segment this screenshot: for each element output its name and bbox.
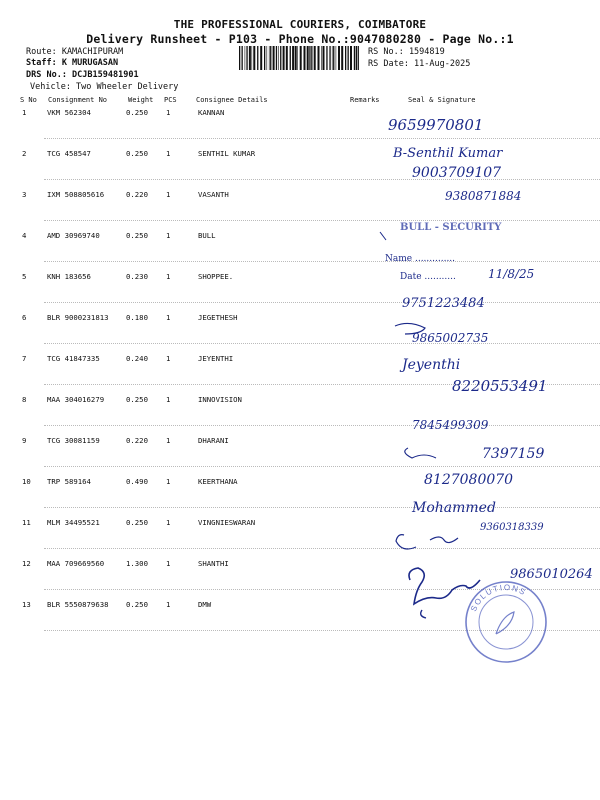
signature-2: B-Senthil Kumar <box>393 146 503 161</box>
barcode <box>238 46 360 70</box>
barcode-bar <box>253 46 255 70</box>
row-consignee: SENTHIL KUMAR <box>198 149 256 158</box>
column-pcs: PCS <box>164 96 177 104</box>
row-weight: 0.240 <box>126 354 148 363</box>
row-pcs: 1 <box>166 190 171 199</box>
row-weight: 0.250 <box>126 600 148 609</box>
barcode-bar <box>252 46 253 70</box>
barcode-bar <box>358 46 359 70</box>
signature-7: Jeyenthi <box>402 357 461 373</box>
row-consignee: KANNAN <box>198 108 225 117</box>
barcode-bar <box>267 46 268 70</box>
row-pcs: 1 <box>166 559 171 568</box>
row-pcs: 1 <box>166 313 171 322</box>
row-weight: 1.300 <box>126 559 148 568</box>
row-consignment-no: BLR 9000231813 <box>47 313 109 322</box>
row-sno: 5 <box>22 272 27 281</box>
stamp-text: SOLUTIONS <box>469 582 528 613</box>
signature-11: Mohammed <box>412 500 496 516</box>
row-divider <box>44 220 600 221</box>
row-sno: 3 <box>22 190 27 199</box>
barcode-bar <box>332 46 333 70</box>
row-pcs: 1 <box>166 436 171 445</box>
barcode-bar <box>292 46 294 70</box>
row-divider <box>44 138 600 139</box>
row-consignment-no: MLM 34495521 <box>47 518 100 527</box>
row-consignee: SHANTHI <box>198 559 229 568</box>
barcode-bar <box>304 46 306 70</box>
row-weight: 0.220 <box>126 190 148 199</box>
barcode-bar <box>314 46 316 70</box>
row-consignee: DHARANI <box>198 436 229 445</box>
row-pcs: 1 <box>166 600 171 609</box>
signature-10: 8127080070 <box>424 472 514 488</box>
column-remarks: Remarks <box>350 96 380 104</box>
row-sno: 7 <box>22 354 27 363</box>
bull-security-stamp: BULL - SECURITY <box>400 222 502 233</box>
route-label: Route: KAMACHIPURAM <box>26 47 124 57</box>
vehicle-label: Vehicle: Two Wheeler Delivery <box>30 82 179 92</box>
signature-9: 7397159 <box>482 446 545 462</box>
row-consignee: DMW <box>198 600 212 609</box>
row-weight: 0.250 <box>126 395 148 404</box>
barcode-bar <box>295 46 297 70</box>
row-sno: 1 <box>22 108 27 117</box>
row-consignment-no: VKM 562304 <box>47 108 91 117</box>
signature-1: 9659970801 <box>388 116 484 134</box>
barcode-bar <box>350 46 352 70</box>
row-pcs: 1 <box>166 149 171 158</box>
barcode-bar <box>276 46 277 70</box>
row-sno: 6 <box>22 313 27 322</box>
stamp-name-field: Name .............. <box>385 254 456 264</box>
row-weight: 0.220 <box>126 436 148 445</box>
rs-no-label: RS No.: 1594819 <box>368 47 445 57</box>
barcode-bar <box>242 46 243 70</box>
barcode-bar <box>329 46 330 70</box>
row-divider <box>44 179 600 180</box>
company-seal-stamp <box>462 578 550 666</box>
row-weight: 0.250 <box>126 149 148 158</box>
column-sno: S No <box>20 96 37 104</box>
row-consignment-no: KNH 183656 <box>47 272 91 281</box>
row-sno: 11 <box>22 518 31 527</box>
barcode-bar <box>336 46 337 70</box>
row-sno: 10 <box>22 477 31 486</box>
barcode-bar <box>356 46 357 70</box>
row-divider <box>44 425 600 426</box>
row-sno: 2 <box>22 149 27 158</box>
row-consignment-no: AMD 30969740 <box>47 231 100 240</box>
signature-7b: 8220553491 <box>452 377 548 395</box>
column-seal-signature: Seal & Signature <box>408 96 476 104</box>
row-consignee: JEYENTHI <box>198 354 234 363</box>
signature-6b: 9865002735 <box>412 331 489 345</box>
barcode-bar <box>257 46 258 70</box>
barcode-bar <box>309 46 310 70</box>
row-divider <box>44 261 600 262</box>
row-weight: 0.250 <box>126 108 148 117</box>
signature-11b: 9360318339 <box>480 522 544 533</box>
signature-3: 9003709107 <box>412 165 502 181</box>
row-sno: 8 <box>22 395 27 404</box>
row-consignee: JEGETHESH <box>198 313 238 322</box>
row-consignee: VASANTH <box>198 190 229 199</box>
barcode-bar <box>311 46 312 70</box>
row-pcs: 1 <box>166 231 171 240</box>
row-consignment-no: TCG 30081159 <box>47 436 100 445</box>
row-consignment-no: TCG 458547 <box>47 149 91 158</box>
barcode-bar <box>354 46 355 70</box>
row-pcs: 1 <box>166 518 171 527</box>
barcode-bar <box>280 46 281 70</box>
row-consignee: SHOPPEE. <box>198 272 234 281</box>
barcode-bar <box>246 46 247 70</box>
barcode-bar <box>283 46 285 70</box>
row-divider <box>44 466 600 467</box>
column-consignment: Consignment No <box>48 96 108 104</box>
row-consignment-no: BLR 5550879638 <box>47 600 109 609</box>
row-consignee: INNOVISION <box>198 395 242 404</box>
barcode-bar <box>297 46 298 70</box>
row-weight: 0.180 <box>126 313 148 322</box>
barcode-bar <box>273 46 275 70</box>
row-divider <box>44 343 600 344</box>
row-divider <box>44 548 600 549</box>
signature-6: 9751223484 <box>402 296 485 311</box>
row-weight: 0.250 <box>126 518 148 527</box>
row-consignment-no: MAA 709669560 <box>47 559 105 568</box>
row-divider <box>44 302 600 303</box>
barcode-bar <box>321 46 322 70</box>
row-consignment-no: IXM 508805616 <box>47 190 105 199</box>
rs-date-label: RS Date: 11-Aug-2025 <box>368 59 471 69</box>
barcode-bar <box>338 46 340 70</box>
row-consignment-no: MAA 304016279 <box>47 395 105 404</box>
barcode-bar <box>345 46 346 70</box>
barcode-bar <box>264 46 265 70</box>
barcode-bar <box>290 46 291 70</box>
barcode-bar <box>249 46 251 70</box>
barcode-bar <box>307 46 309 70</box>
staff-label: Staff: K MURUGASAN <box>26 58 119 68</box>
row-pcs: 1 <box>166 354 171 363</box>
barcode-bar <box>270 46 271 70</box>
signature-12: 9865010264 <box>510 567 593 582</box>
row-pcs: 1 <box>166 395 171 404</box>
row-divider <box>44 507 600 508</box>
signature-8: 7845499309 <box>412 418 489 432</box>
barcode-bar <box>245 46 246 70</box>
signature-5-date: 11/8/25 <box>488 267 535 281</box>
barcode-bar <box>318 46 320 70</box>
stamp-date-field: Date ........... <box>400 272 456 282</box>
row-pcs: 1 <box>166 477 171 486</box>
company-title: THE PROFESSIONAL COURIERS, COIMBATORE <box>173 18 427 31</box>
row-pcs: 1 <box>166 272 171 281</box>
row-sno: 12 <box>22 559 31 568</box>
barcode-bar <box>300 46 302 70</box>
barcode-bar <box>278 46 279 70</box>
row-consignment-no: TCG 41847335 <box>47 354 100 363</box>
barcode-bar <box>341 46 343 70</box>
drs-label: DRS No.: DCJB159481901 <box>26 70 139 80</box>
barcode-bar <box>260 46 262 70</box>
signature-4: 9380871884 <box>445 189 522 203</box>
column-consignee: Consignee Details <box>196 96 268 104</box>
row-consignee: KEERTHANA <box>198 477 238 486</box>
runsheet-title: Delivery Runsheet - P103 - Phone No.:9047080280 - Page No.:1 <box>86 32 514 46</box>
row-sno: 13 <box>22 600 31 609</box>
row-weight: 0.230 <box>126 272 148 281</box>
row-sno: 4 <box>22 231 27 240</box>
row-weight: 0.490 <box>126 477 148 486</box>
row-pcs: 1 <box>166 108 171 117</box>
barcode-bar <box>326 46 327 70</box>
row-consignee: BULL <box>198 231 216 240</box>
row-sno: 9 <box>22 436 27 445</box>
row-weight: 0.250 <box>126 231 148 240</box>
column-weight: Weight <box>128 96 154 104</box>
row-consignee: VINGNIESWARAN <box>198 518 256 527</box>
barcode-bar <box>239 46 240 70</box>
barcode-bar <box>269 46 270 70</box>
barcode-bar <box>333 46 334 70</box>
barcode-bar <box>286 46 288 70</box>
barcode-bar <box>348 46 349 70</box>
row-consignment-no: TRP 589164 <box>47 477 91 486</box>
barcode-bar <box>323 46 325 70</box>
